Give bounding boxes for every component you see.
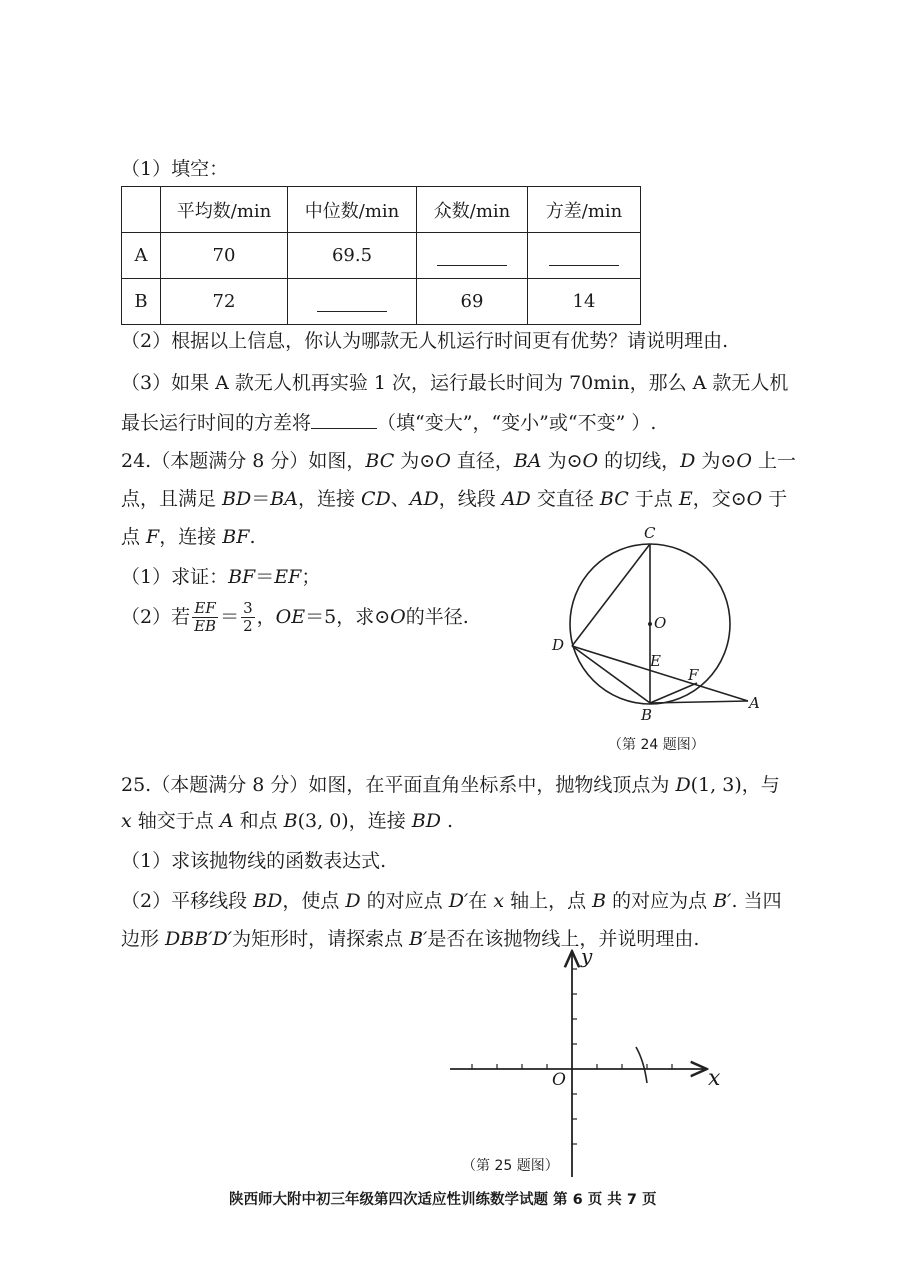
text: ，连接 bbox=[159, 526, 223, 548]
math-var: O bbox=[582, 450, 599, 472]
text: . 当四 bbox=[731, 890, 782, 912]
label-d: D bbox=[552, 636, 565, 654]
math-var: O bbox=[390, 605, 406, 628]
text: ，线段 bbox=[438, 488, 502, 510]
table-header-cell: 方差/min bbox=[528, 187, 641, 233]
q24-geometry-figure bbox=[540, 518, 780, 728]
fill-blank bbox=[311, 410, 377, 429]
table-cell: 14 bbox=[528, 279, 641, 325]
label-f: F bbox=[688, 666, 699, 684]
center-point bbox=[648, 622, 652, 626]
fraction-numerator: 3 bbox=[243, 599, 253, 617]
table-header-cell: 平均数/min bbox=[161, 187, 288, 233]
text: 于点 bbox=[628, 488, 679, 510]
table-header-cell: 众数/min bbox=[417, 187, 528, 233]
page-footer: 陕西师大附中初三年级第四次适应性训练数学试题 第 6 页 共 7 页 bbox=[229, 1192, 657, 1208]
math-var: BF bbox=[222, 526, 250, 548]
label-c: C bbox=[644, 524, 656, 542]
math-var: O bbox=[435, 450, 451, 472]
math-var: A bbox=[219, 810, 234, 832]
tangent-ba bbox=[650, 701, 748, 703]
q23-part3-line1: （3）如果 A 款无人机再实验 1 次，运行最长时间为 70min，那么 A 款无人机 bbox=[121, 372, 789, 394]
q24-line1 bbox=[121, 450, 796, 473]
q24-figure-caption: （第 24 题图） bbox=[608, 737, 705, 753]
table-cell: B bbox=[122, 279, 161, 325]
table-cell-blank bbox=[417, 233, 528, 279]
math-var: D bbox=[345, 890, 361, 912]
stats-table bbox=[121, 186, 641, 325]
label-o: O bbox=[654, 614, 667, 632]
text: . bbox=[440, 810, 454, 832]
fill-blank bbox=[317, 293, 387, 312]
q23-part2: （2）根据以上信息，你认为哪款无人机运行时间更有优势？请说明理由. bbox=[121, 330, 729, 352]
q25-part1: （1）求该抛物线的函数表达式. bbox=[121, 850, 387, 872]
table-cell-blank bbox=[288, 279, 417, 325]
text: ＝5，求⊙ bbox=[305, 605, 391, 628]
x-axis-label: x bbox=[708, 1066, 721, 1091]
table-header-row bbox=[122, 187, 641, 233]
q25-line2 bbox=[121, 810, 453, 833]
q25-line1 bbox=[121, 774, 780, 797]
table-cell: 70 bbox=[161, 233, 288, 279]
text: 轴交于点 bbox=[131, 810, 220, 832]
text: （1）求证： bbox=[121, 566, 229, 588]
math-var: x bbox=[493, 890, 505, 912]
segment-cd bbox=[572, 544, 650, 646]
math-var: CD bbox=[361, 488, 391, 510]
label-a: A bbox=[749, 694, 760, 712]
math-var: BD bbox=[253, 890, 283, 912]
text: 点 bbox=[121, 526, 147, 548]
math-var: D′ bbox=[448, 890, 469, 912]
text: . bbox=[249, 526, 256, 548]
math-var: BD bbox=[411, 810, 441, 832]
origin-label: O bbox=[552, 1070, 566, 1090]
math-var: BD bbox=[222, 488, 252, 510]
text: 交直径 bbox=[530, 488, 600, 510]
text: 为⊙ bbox=[541, 450, 583, 472]
table-cell: A bbox=[122, 233, 161, 279]
table-row bbox=[122, 233, 641, 279]
q24-line2 bbox=[121, 488, 787, 511]
label-b: B bbox=[641, 706, 653, 724]
text: (3, 0)，连接 bbox=[297, 810, 412, 832]
table-cell-blank bbox=[528, 233, 641, 279]
q25-figure-caption: （第 25 题图） bbox=[462, 1158, 559, 1174]
q23-part3-line2 bbox=[121, 410, 656, 435]
fill-blank bbox=[437, 247, 507, 266]
math-var: D bbox=[675, 774, 691, 796]
text: ＝ bbox=[251, 488, 271, 510]
math-var: DBB′D′ bbox=[165, 928, 233, 950]
math-var: BA bbox=[270, 488, 298, 510]
fraction-denominator: 2 bbox=[243, 616, 253, 635]
text: 直径， bbox=[450, 450, 514, 472]
text: (1, 3)，与 bbox=[690, 774, 780, 796]
text: （2）平移线段 bbox=[121, 890, 254, 912]
fraction bbox=[192, 600, 218, 634]
math-var: B′ bbox=[713, 890, 732, 912]
q25-coordinate-axes bbox=[440, 945, 740, 1180]
math-var: AD bbox=[501, 488, 531, 510]
text: ，连接 bbox=[297, 488, 361, 510]
text: 的对应点 bbox=[360, 890, 449, 912]
text: 上一 bbox=[751, 450, 796, 472]
text: ＝ bbox=[220, 605, 240, 628]
math-var: BA bbox=[513, 450, 542, 472]
text: ， bbox=[256, 605, 276, 628]
text: ； bbox=[301, 566, 321, 588]
table-cell: 72 bbox=[161, 279, 288, 325]
math-var: BC bbox=[365, 450, 395, 472]
text: 的切线， bbox=[598, 450, 681, 472]
text: ，交⊙ bbox=[692, 488, 747, 510]
text: 为⊙ bbox=[394, 450, 436, 472]
math-var: F bbox=[146, 526, 160, 548]
math-var: EF bbox=[274, 566, 302, 588]
text: 最长运行时间的方差将 bbox=[121, 412, 312, 434]
table-cell: 69.5 bbox=[288, 233, 417, 279]
fraction bbox=[241, 600, 255, 634]
text: （2）若 bbox=[121, 605, 191, 628]
text: ，使点 bbox=[282, 890, 346, 912]
label-e: E bbox=[650, 652, 661, 670]
text: 24.（本题满分 8 分）如图， bbox=[121, 450, 366, 472]
q24-part1 bbox=[121, 566, 320, 589]
text: 的半径. bbox=[405, 605, 469, 628]
math-var: O bbox=[746, 488, 763, 510]
table-row bbox=[122, 279, 641, 325]
parabola-fragment bbox=[636, 1047, 647, 1083]
math-var: x bbox=[121, 810, 132, 832]
math-var: BC bbox=[599, 488, 629, 510]
text: 点，且满足 bbox=[121, 488, 223, 510]
math-var: B bbox=[592, 890, 607, 912]
text: 是否在该抛物线上，并说明理由. bbox=[427, 928, 700, 950]
q25-part2-line1 bbox=[121, 890, 782, 913]
math-var: OE bbox=[275, 605, 306, 628]
fraction-denominator: EB bbox=[194, 616, 217, 635]
q23-part1-label: （1）填空： bbox=[121, 158, 229, 180]
math-var: E bbox=[678, 488, 693, 510]
text: 、 bbox=[390, 488, 410, 510]
math-var: O bbox=[736, 450, 752, 472]
text: （填“变大”，“变小”或“不变” ）. bbox=[377, 412, 657, 434]
text: 25.（本题满分 8 分）如图，在平面直角坐标系中，抛物线顶点为 bbox=[121, 774, 676, 796]
table-cell: 69 bbox=[417, 279, 528, 325]
text: 为矩形时，请探索点 bbox=[232, 928, 410, 950]
math-var: D bbox=[680, 450, 696, 472]
math-var: B′ bbox=[409, 928, 428, 950]
q24-part2 bbox=[121, 600, 469, 634]
text: 和点 bbox=[233, 810, 284, 832]
text: 为⊙ bbox=[695, 450, 737, 472]
text: 于 bbox=[762, 488, 788, 510]
y-axis-label: y bbox=[581, 945, 593, 968]
math-var: BF bbox=[228, 566, 256, 588]
text: ＝ bbox=[255, 566, 275, 588]
q24-line3 bbox=[121, 526, 255, 549]
math-var: AD bbox=[409, 488, 439, 510]
table-header-cell bbox=[122, 187, 161, 233]
fraction-numerator: EF bbox=[194, 599, 216, 617]
text: 在 bbox=[468, 890, 494, 912]
text: 的对应为点 bbox=[606, 890, 714, 912]
text: 边形 bbox=[121, 928, 166, 950]
table-header-cell: 中位数/min bbox=[288, 187, 417, 233]
fill-blank bbox=[549, 247, 619, 266]
text: 轴上，点 bbox=[504, 890, 593, 912]
math-var: B bbox=[283, 810, 298, 832]
